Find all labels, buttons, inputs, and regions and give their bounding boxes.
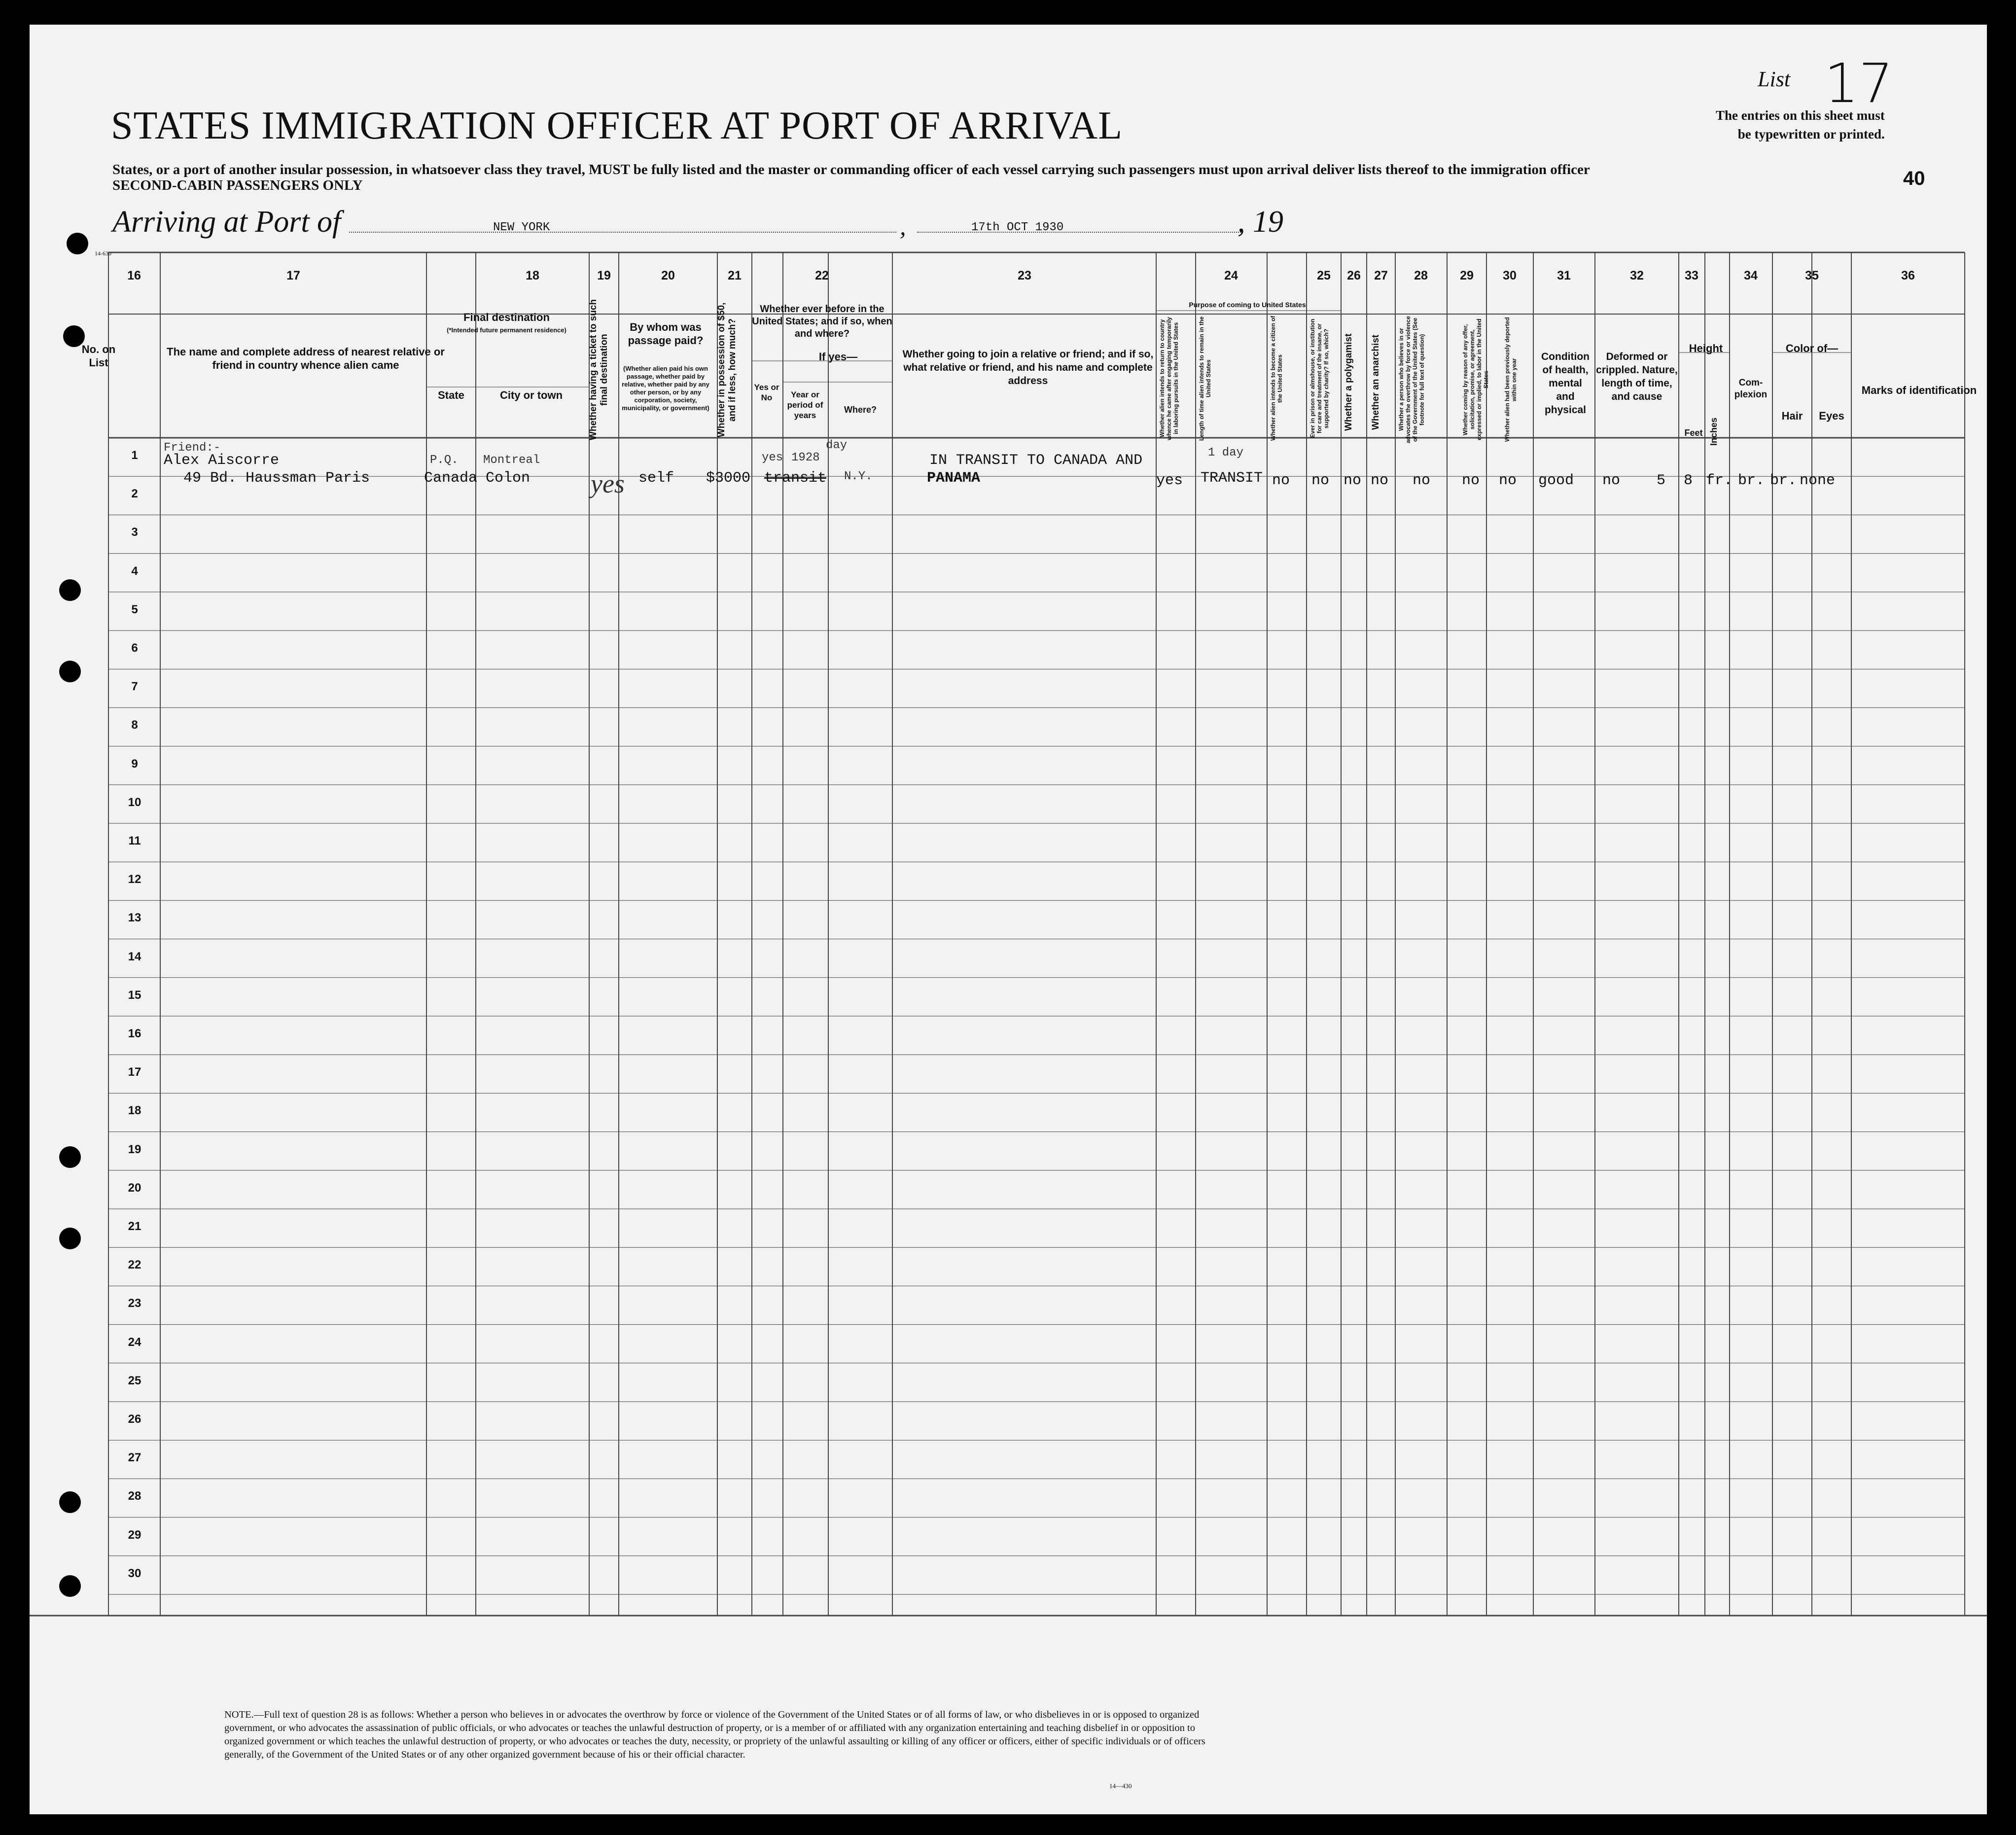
- column-number: 33: [1685, 269, 1698, 282]
- cell-join: IN TRANSIT TO CANADA AND: [929, 452, 1143, 469]
- cell-complexion: fr.: [1706, 472, 1733, 489]
- row-number: 30: [128, 1566, 141, 1580]
- row-number: 15: [128, 988, 141, 1002]
- row-number: 18: [128, 1104, 141, 1118]
- row-number: 28: [128, 1489, 141, 1503]
- cell-state: Canada: [424, 470, 478, 487]
- list-label: List: [1758, 67, 1791, 91]
- row-number: 16: [128, 1027, 141, 1040]
- header-passage-paid-note: (Whether alien paid his own passage, whether paid by relative, whether paid by any other person, or by any corporation, society, municipality, or government): [622, 365, 709, 412]
- footnote: NOTE.—Full text of question 28 is as follows: Whether a person who believes in or advocates the overthrow by force or violence of the Government of the United States or of all forms of law, or who disbelieves in or is opposed to organized government, or who advocates the assassination of public officials, or who advocates or teaches the unlawful destruction of property, or is a member of or affiliated with any organization entertaining and teaching disbelief in or opposition to organized government or which teaches the unlawful destruction of property, or who advocates or teaches the duty, necessity, or propriety of the unlawful assaulting or killing of any officer or officers, either of specific individuals or of officers generally, of the Government of the United States or of any other organized government because of his or their official character.: [224, 1709, 1205, 1760]
- page-subtitle: States, or a port of another insular possession, in whatsoever class they travel, MUST be fully listed and the master or commanding officer of each vessel carrying such passengers must upon arrival deliver lists thereof to the immigration officer: [112, 162, 1590, 177]
- header-no-on-list: No. on List: [81, 343, 116, 369]
- page-title: STATES IMMIGRATION OFFICER AT PORT OF ARRIVAL: [111, 104, 1123, 147]
- header-prison: Ever in prison or almshouse, or institution for care and treatment of the insane, or supported by charity? If so, which?: [1309, 318, 1330, 438]
- row-number: 4: [131, 564, 138, 578]
- cell-ticket: yes: [591, 469, 625, 498]
- cell-city-top: Montreal: [483, 454, 540, 467]
- cell-inches: 8: [1684, 472, 1693, 489]
- cell-passage-paid: self: [638, 470, 674, 487]
- header-where: Where?: [844, 405, 877, 415]
- column-number: 22: [815, 269, 829, 282]
- cell-before-period-top: day: [826, 439, 848, 452]
- cell-purpose-return: yes: [1156, 472, 1183, 489]
- row-number: 7: [131, 680, 138, 694]
- header-hair: Hair: [1781, 410, 1803, 422]
- header-color-of: Color of—: [1785, 342, 1839, 354]
- column-number: 23: [1018, 269, 1031, 282]
- column-number: 36: [1901, 269, 1915, 282]
- cell-before-yes: yes: [762, 451, 783, 464]
- column-number: 18: [526, 269, 539, 282]
- header-eyes: Eyes: [1819, 410, 1844, 422]
- column-number: 17: [286, 269, 300, 282]
- cell-money: $3000: [706, 470, 751, 487]
- column-number: 16: [127, 269, 141, 282]
- cell-anarchist: no: [1371, 472, 1389, 489]
- row-number: 9: [131, 757, 138, 771]
- row-number: 3: [131, 526, 138, 539]
- arrival-label: Arriving at Port of: [112, 205, 341, 239]
- column-number: 20: [661, 269, 675, 282]
- column-number: 25: [1317, 269, 1331, 282]
- column-number: 35: [1805, 269, 1819, 282]
- column-number: 34: [1744, 269, 1758, 282]
- row-number: 5: [131, 602, 138, 616]
- form-number: 14—430: [1109, 1782, 1132, 1790]
- cell-polygamist: no: [1344, 472, 1362, 489]
- header-city: City or town: [499, 389, 563, 401]
- cell-purpose-length: TRANSIT: [1201, 470, 1263, 487]
- header-before-us: Whether ever before in the United States; and if so, when and where?: [752, 304, 892, 339]
- cell-contract: no: [1462, 472, 1480, 489]
- cell-deformed: no: [1602, 472, 1621, 489]
- row-number: 25: [128, 1374, 141, 1387]
- header-yes-no: Yes or No: [754, 383, 779, 402]
- header-final-destination: Final destination: [463, 311, 550, 323]
- cell-health: good: [1538, 472, 1574, 489]
- manifest-sheet: [30, 25, 1987, 1814]
- row-number: 2: [131, 487, 138, 501]
- column-number: 30: [1503, 269, 1517, 282]
- arrival-comma: ,: [900, 212, 906, 240]
- header-join-relative: Whether going to join a relative or friend; and if so, what relative or friend, and his name and complete address: [902, 349, 1154, 387]
- column-number: 29: [1460, 269, 1474, 282]
- row-number: 24: [128, 1335, 141, 1349]
- header-inches: Inches: [1709, 417, 1719, 446]
- header-purpose: Purpose of coming to United States: [1189, 301, 1306, 309]
- header-overthrow: Whether a person who believes in or advocates the overthrow by force or violence of the Government of the United States (See footnote for full text of question): [1398, 316, 1425, 444]
- arrival-port: NEW YORK: [493, 221, 550, 234]
- header-deported: Whether alien had been previously deported within one year: [1504, 317, 1518, 442]
- row-number: 12: [128, 873, 141, 886]
- header-passage-paid: By whom was passage paid?: [628, 321, 704, 347]
- header-state: State: [438, 389, 464, 401]
- year-prefix: , 19: [1238, 205, 1283, 239]
- header-if-yes: If yes—: [818, 351, 858, 363]
- header-nearest-relative: The name and complete address of nearest relative or friend in country whence alien came: [167, 346, 445, 371]
- row-number: 23: [128, 1297, 141, 1310]
- column-number: 31: [1557, 269, 1571, 282]
- table-grid: [30, 25, 1987, 1814]
- class-note: SECOND-CABIN PASSENGERS ONLY: [112, 177, 363, 193]
- row-number: 20: [128, 1181, 141, 1195]
- header-purpose-return: Whether alien intends to return to country whence he came after engaging temporarily in laboring pursuits in the United States: [1159, 317, 1179, 440]
- header-polygamist: Whether a polygamist: [1344, 333, 1354, 431]
- header-contract-labor: Whether coming by reason of any offer, solicitation, promise, or agreement, expressed or implied, to labor in the United States: [1462, 318, 1489, 441]
- row-number: 29: [128, 1528, 141, 1542]
- cell-before-period: 1928: [791, 451, 820, 464]
- small-code: 14-630: [95, 250, 111, 257]
- cell-before-where: N.Y.: [844, 470, 873, 483]
- entries-note-line-1: The entries on this sheet must: [1716, 108, 1885, 123]
- page-number: 40: [1903, 168, 1925, 189]
- row-number: 11: [128, 834, 141, 847]
- header-money: Whether in possession of $50, and if less, how much?: [716, 302, 738, 437]
- cell-feet: 5: [1657, 472, 1666, 489]
- arrival-date: 17th OCT 1930: [971, 221, 1064, 234]
- row-number: 14: [128, 950, 141, 963]
- header-year-period: Year or period of years: [787, 390, 823, 420]
- cell-city: Colon: [486, 470, 531, 487]
- cell-overthrow: no: [1413, 472, 1431, 489]
- cell-purpose-citizen: no: [1272, 472, 1290, 489]
- cell-join-line2: PANAMA: [927, 470, 981, 487]
- header-complexion: Com-plexion: [1734, 378, 1768, 400]
- cell-relative-type: Friend:-: [164, 441, 221, 455]
- column-number: 26: [1347, 269, 1361, 282]
- list-number: 17: [1824, 52, 1893, 115]
- row-number: 1: [131, 449, 138, 462]
- header-anarchist: Whether an anarchist: [1371, 334, 1381, 430]
- header-height: Height: [1689, 342, 1723, 354]
- cell-purpose-length-top: 1 day: [1208, 446, 1244, 459]
- column-number: 24: [1224, 269, 1238, 282]
- header-purpose-citizen: Whether alien intends to become a citizen of the United States: [1270, 316, 1283, 441]
- row-number: 27: [128, 1451, 141, 1465]
- row-number: 10: [128, 795, 141, 809]
- column-number: 27: [1374, 269, 1388, 282]
- row-number: 6: [131, 641, 138, 655]
- cell-marks: none: [1800, 472, 1836, 489]
- row-number: 13: [128, 911, 141, 925]
- column-number: 28: [1414, 269, 1428, 282]
- entries-note-line-2: be typewritten or printed.: [1737, 127, 1885, 141]
- header-final-destination-note: (*Intended future permanent residence): [447, 326, 566, 334]
- header-ticket: Whether having a ticket to such final destination: [588, 299, 609, 441]
- cell-prison: no: [1311, 472, 1330, 489]
- row-number: 8: [131, 718, 138, 732]
- header-purpose-length: Length of time alien intends to remain in the United States: [1198, 316, 1212, 441]
- cell-relative-name: Alex Aiscorre: [164, 452, 280, 469]
- row-number: 26: [128, 1412, 141, 1426]
- cell-state-top: P.Q.: [430, 454, 459, 467]
- cell-before-transit: transit: [764, 470, 827, 487]
- cell-relative-address: 49 Bd. Haussman Paris: [183, 470, 370, 487]
- column-number: 21: [728, 269, 742, 282]
- header-deformed: Deformed or crippled. Nature, length of time, and cause: [1596, 351, 1678, 402]
- header-marks: Marks of identification: [1861, 384, 1977, 396]
- row-number: 21: [128, 1220, 141, 1233]
- cell-deported: no: [1499, 472, 1517, 489]
- row-number: 17: [128, 1065, 141, 1079]
- header-feet: Feet: [1684, 428, 1703, 438]
- cell-hair: br.: [1738, 472, 1765, 489]
- column-number: 19: [597, 269, 611, 282]
- row-number: 19: [128, 1142, 141, 1156]
- cell-eyes: br.: [1770, 472, 1797, 489]
- row-number: 22: [128, 1258, 141, 1272]
- header-health: Condition of health, mental and physical: [1541, 351, 1590, 416]
- column-number: 32: [1630, 269, 1644, 282]
